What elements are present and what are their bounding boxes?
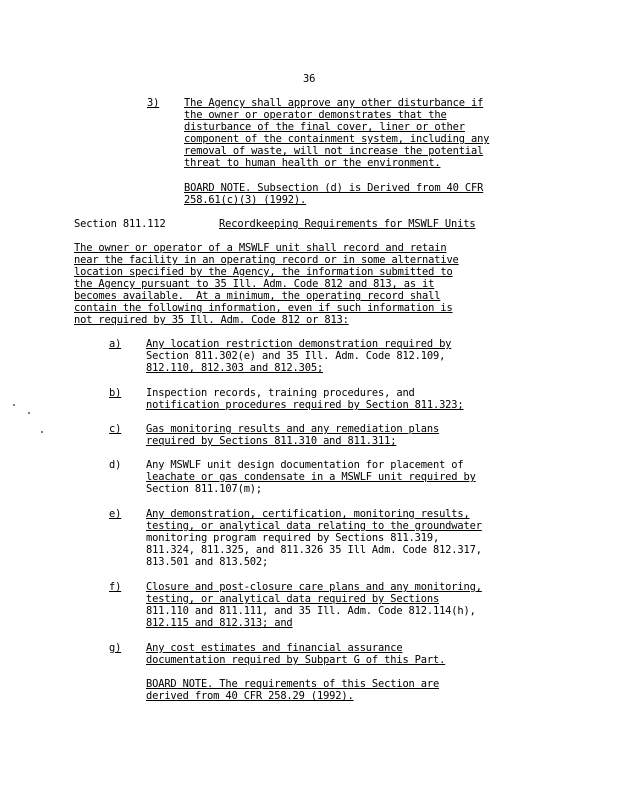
item-3-line: disturbance of the final cover, liner or other xyxy=(184,121,465,133)
scan-speck xyxy=(28,412,30,414)
item-3-line: The Agency shall approve any other disturbance if xyxy=(184,97,484,109)
intro-line: becomes available. At a minimum, the operating record shall xyxy=(74,290,441,302)
item-3-label: 3) xyxy=(147,97,160,109)
list-item-label: c) xyxy=(109,423,122,435)
list-item-line: 812.110, 812.303 and 812.305; xyxy=(146,362,324,374)
item-3-board-note: BOARD NOTE. Subsection (d) is Derived from 40 CFR xyxy=(184,182,484,194)
intro-line: contain the following information, even if such information is xyxy=(74,302,453,314)
list-item-line: leachate or gas condensate in a MSWLF unit required by xyxy=(146,471,476,483)
list-item-label: f) xyxy=(109,581,122,593)
list-item-line: required by Sections 811.310 and 811.311; xyxy=(146,435,397,447)
section-title: Recordkeeping Requirements for MSWLF Units xyxy=(219,218,476,230)
intro-line: location specified by the Agency, the information submitted to xyxy=(74,266,453,278)
list-item-line: Inspection records, training procedures, and xyxy=(146,387,415,399)
scan-speck xyxy=(41,431,43,433)
section-number: Section 811.112 xyxy=(74,218,166,230)
list-item-line: Any MSWLF unit design documentation for placement of xyxy=(146,459,464,471)
intro-line: the Agency pursuant to 35 Ill. Adm. Code 812 and 813, as it xyxy=(74,278,435,290)
list-item-line: Section 811.302(e) and 35 Ill. Adm. Code 812.109, xyxy=(146,350,446,362)
list-item-line: Any cost estimates and financial assurance xyxy=(146,642,403,654)
list-item-label: e) xyxy=(109,508,122,520)
item-3-line: the owner or operator demonstrates that the xyxy=(184,109,447,121)
item-3-line: removal of waste, will not increase the potential xyxy=(184,145,484,157)
intro-line: near the facility in an operating record or in some alternative xyxy=(74,254,459,266)
item-3-board-note: 258.61(c)(3) (1992). xyxy=(184,194,307,206)
list-item-label: g) xyxy=(109,642,122,654)
list-item-line: 811.110 and 811.111, and 35 Ill. Adm. Code 812.114(h), xyxy=(146,605,476,617)
list-item-line: 813.501 and 813.502; xyxy=(146,556,269,568)
list-item-line: Any location restriction demonstration required by xyxy=(146,338,452,350)
list-item-line: Gas monitoring results and any remediation plans xyxy=(146,423,440,435)
list-item-line: monitoring program required by Sections 811.319, xyxy=(146,532,440,544)
list-item-line: testing, or analytical data required by Sections xyxy=(146,593,440,605)
board-note: derived from 40 CFR 258.29 (1992). xyxy=(146,690,354,702)
list-item-line: 811.324, 811.325, and 811.326 35 Ill Adm. Code 812.317, xyxy=(146,544,482,556)
scan-speck xyxy=(13,404,15,406)
list-item-line: 812.115 and 812.313; and xyxy=(146,617,293,629)
intro-line: The owner or operator of a MSWLF unit shall record and retain xyxy=(74,242,447,254)
item-3-line: threat to human health or the environment. xyxy=(184,157,441,169)
list-item-line: testing, or analytical data relating to the groundwater xyxy=(146,520,482,532)
page-number: 36 xyxy=(303,73,316,85)
list-item-line: Any demonstration, certification, monitoring results, xyxy=(146,508,470,520)
list-item-line: Section 811.107(m); xyxy=(146,483,263,495)
list-item-line: documentation required by Subpart G of this Part. xyxy=(146,654,446,666)
intro-line: not required by 35 Ill. Adm. Code 812 or 813: xyxy=(74,314,349,326)
item-3-line: component of the containment system, including any xyxy=(184,133,490,145)
list-item-label: d) xyxy=(109,459,122,471)
list-item-line: notification procedures required by Section 811.323; xyxy=(146,399,464,411)
list-item-label: a) xyxy=(109,338,122,350)
board-note: BOARD NOTE. The requirements of this Section are xyxy=(146,678,440,690)
list-item-line: Closure and post-closure care plans and any monitoring, xyxy=(146,581,482,593)
list-item-label: b) xyxy=(109,387,122,399)
